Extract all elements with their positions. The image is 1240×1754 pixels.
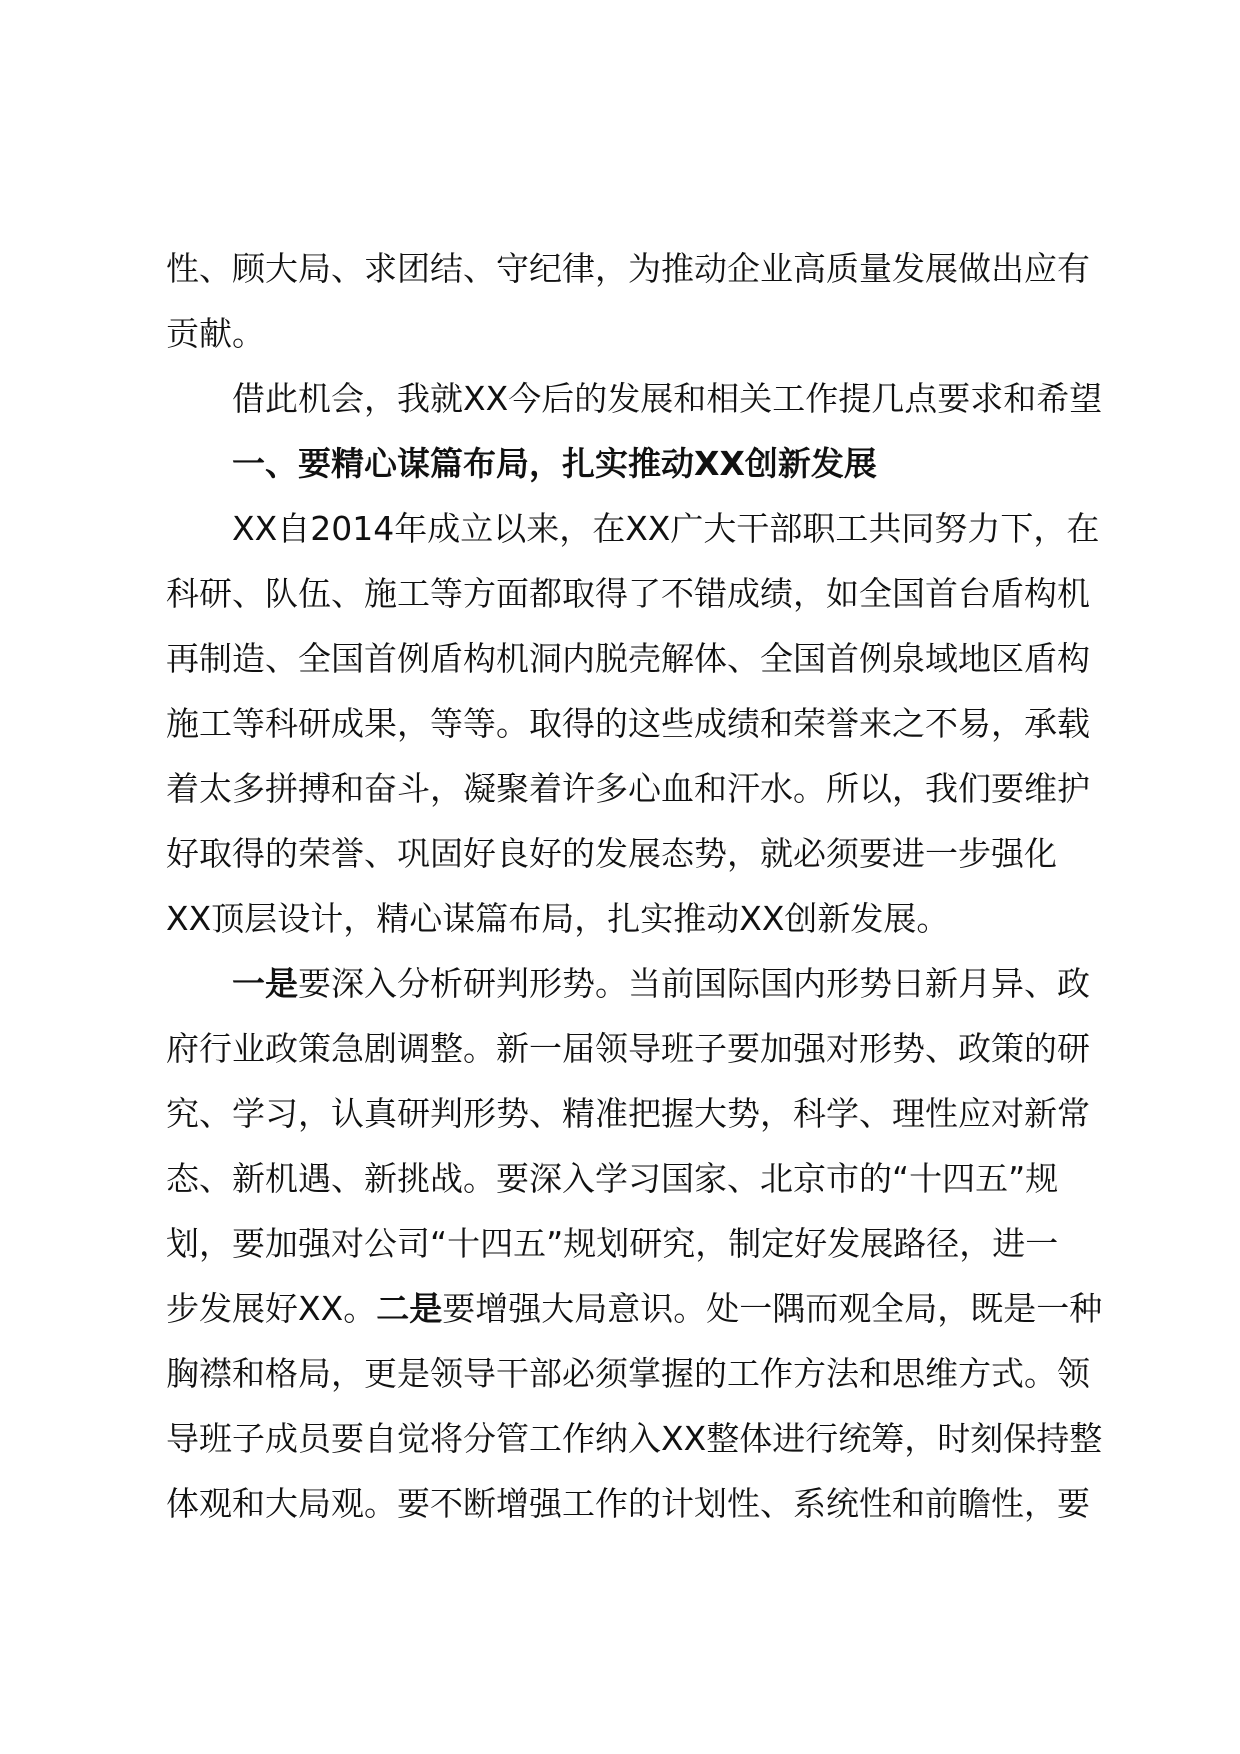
- text-segment: 步发展好XX。: [166, 1289, 377, 1328]
- text-line: 借此机会，我就XX今后的发展和相关工作提几点要求和希望: [232, 379, 1103, 418]
- text-line: 导班子成员要自觉将分管工作纳入XX整体进行统筹，时刻保持整: [166, 1419, 1103, 1458]
- text-line: 贡献。: [166, 314, 265, 353]
- text-line: 划，要加强对公司“十四五”规划研究，制定好发展路径，进一: [166, 1224, 1059, 1263]
- text-line: 再制造、全国首例盾构机洞内脱壳解体、全国首例泉域地区盾构: [166, 639, 1090, 678]
- text-line: 好取得的荣誉、巩固好良好的发展态势，就必须要进一步强化: [166, 834, 1057, 873]
- text-line: 府行业政策急剧调整。新一届领导班子要加强对形势、政策的研: [166, 1029, 1090, 1068]
- text-line: XX自2014年成立以来，在XX广大干部职工共同努力下，在: [232, 509, 1100, 548]
- text-line: 着太多拼搏和奋斗，凝聚着许多心血和汗水。所以，我们要维护: [166, 769, 1090, 808]
- text-segment: 要增强大局意识。处一隅而观全局，既是一种: [442, 1289, 1103, 1328]
- text-line: 施工等科研成果，等等。取得的这些成绩和荣誉来之不易，承载: [166, 704, 1090, 743]
- text-line: 科研、队伍、施工等方面都取得了不错成绩，如全国首台盾构机: [166, 574, 1090, 613]
- section-heading: 一、要精心谋篇布局，扎实推动XX创新发展: [232, 444, 877, 483]
- document-body: [166, 236, 1114, 1536]
- text-line: [166, 1276, 1114, 1341]
- text-line: XX顶层设计，精心谋篇布局，扎实推动XX创新发展。: [166, 899, 950, 938]
- text-line: 态、新机遇、新挑战。要深入学习国家、北京市的“十四五”规: [166, 1159, 1059, 1198]
- keyword-first: 一是: [232, 964, 298, 1003]
- text-line: [166, 951, 1114, 1016]
- text-segment: 要深入分析研判形势。当前国际国内形势日新月异、政: [298, 964, 1090, 1003]
- text-line: 体观和大局观。要不断增强工作的计划性、系统性和前瞻性，要: [166, 1484, 1090, 1523]
- text-line: 性、顾大局、求团结、守纪律，为推动企业高质量发展做出应有: [166, 249, 1090, 288]
- keyword-second: 二是: [376, 1289, 443, 1328]
- text-line: 胸襟和格局，更是领导干部必须掌握的工作方法和思维方式。领: [166, 1354, 1090, 1393]
- text-line: 究、学习，认真研判形势、精准把握大势，科学、理性应对新常: [166, 1094, 1090, 1133]
